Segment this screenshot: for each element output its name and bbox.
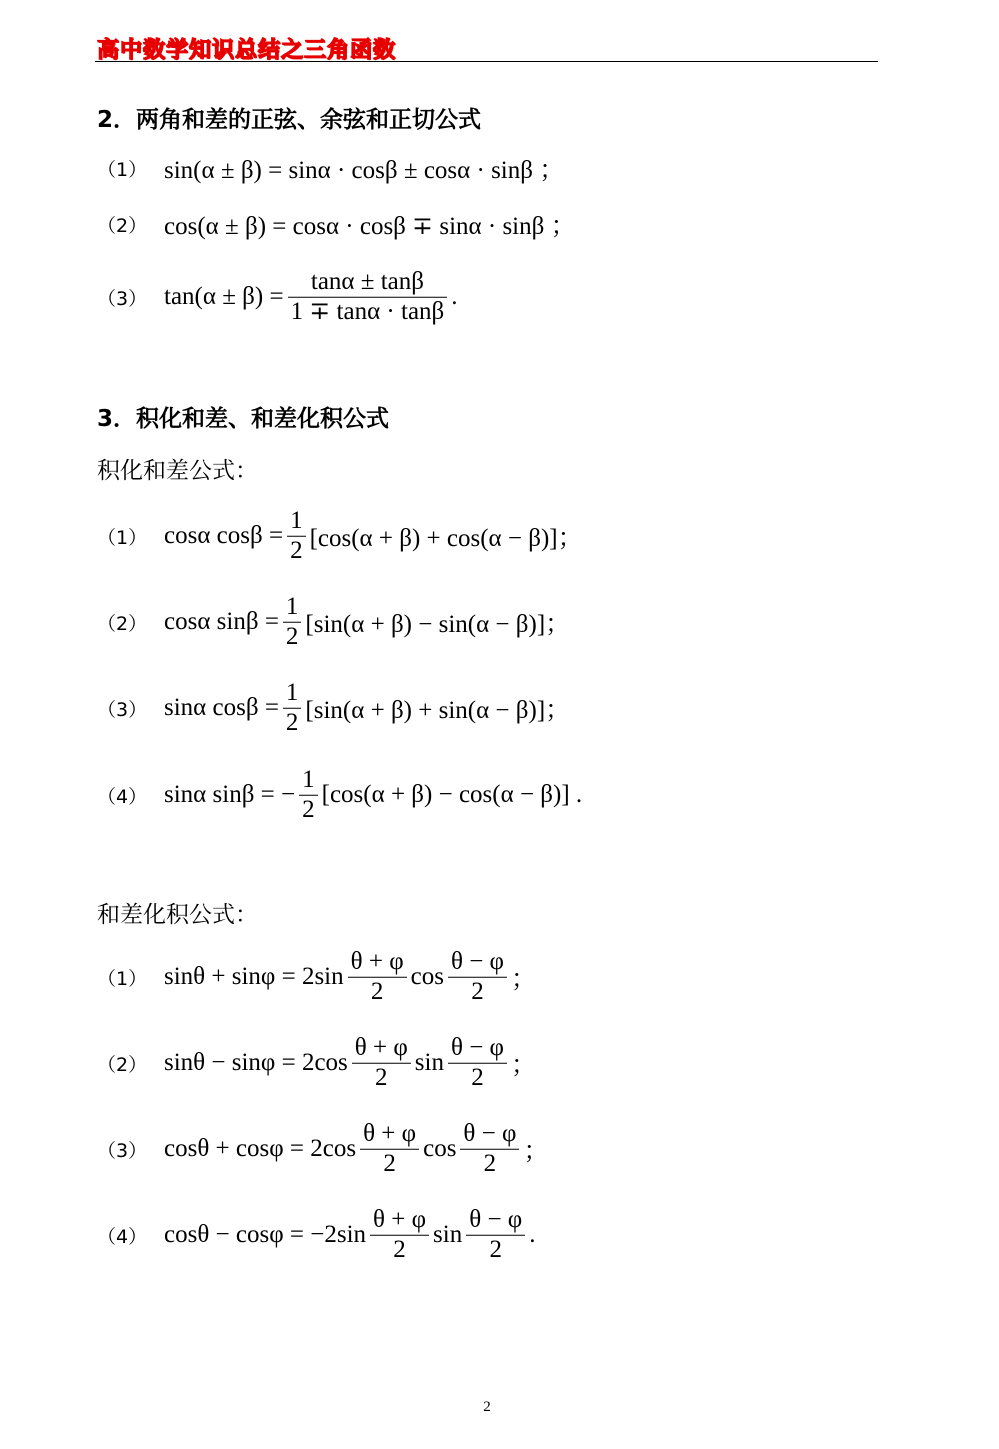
formula-text: cosα cosβ = bbox=[164, 522, 284, 549]
fraction bbox=[287, 507, 306, 566]
fraction-denominator: 2 bbox=[302, 795, 315, 823]
formula-text: ； bbox=[511, 1052, 537, 1079]
header-title: 高中数学知识总结之三角函数 bbox=[97, 38, 397, 63]
fraction-numerator: 1 bbox=[290, 506, 303, 534]
formula-sum-to-product-1 bbox=[97, 948, 537, 1007]
formula-text: ； bbox=[523, 1138, 549, 1165]
formula-product-to-sum-1 bbox=[97, 507, 584, 566]
formula-text: [cos(α + β) − cos(α − β)] . bbox=[321, 781, 583, 808]
product-to-sum-title: 积化和差公式： bbox=[97, 458, 258, 484]
formula-text: tan(α ± β) = bbox=[164, 283, 284, 310]
formula-tan-sum bbox=[97, 268, 459, 327]
fraction-denominator: 2 bbox=[375, 1063, 388, 1091]
formula-text: sin bbox=[414, 1049, 444, 1076]
fraction-denominator: 2 bbox=[393, 1235, 406, 1263]
formula-text: cos bbox=[423, 1135, 457, 1162]
fraction bbox=[283, 679, 302, 738]
formula-text: cosα sinβ = bbox=[164, 608, 279, 635]
header-divider bbox=[95, 61, 878, 62]
fraction-numerator: 1 bbox=[285, 678, 299, 706]
section-3-heading: 3．积化和差、和差化积公式 bbox=[97, 406, 390, 432]
formula-text: . bbox=[451, 283, 458, 310]
fraction-numerator: tanα ± tanβ bbox=[310, 267, 424, 295]
fraction-denominator: 2 bbox=[471, 977, 484, 1005]
formula-number: （4） bbox=[97, 785, 148, 808]
fraction bbox=[370, 1206, 429, 1265]
formula-text: [cos(α + β) + cos(α − β)]； bbox=[309, 525, 583, 552]
fraction-denominator: 2 bbox=[489, 1235, 502, 1263]
fraction bbox=[348, 948, 407, 1007]
fraction-numerator: θ + φ bbox=[363, 1119, 417, 1147]
fraction-denominator: 2 bbox=[290, 536, 303, 564]
fraction bbox=[448, 1034, 507, 1093]
formula-text: cos bbox=[410, 963, 444, 990]
formula-number: （2） bbox=[97, 612, 148, 635]
fraction-numerator: θ − φ bbox=[450, 1033, 504, 1061]
fraction-numerator: θ + φ bbox=[354, 1033, 408, 1061]
fraction-denominator: 1 ∓ tanα · tanβ bbox=[290, 297, 445, 325]
formula-number: （3） bbox=[97, 287, 148, 310]
fraction-denominator: 2 bbox=[483, 1149, 497, 1177]
formula-text: sin bbox=[433, 1221, 463, 1248]
formula-text: [sin(α + β) + sin(α − β)]； bbox=[305, 697, 571, 724]
fraction bbox=[448, 948, 507, 1007]
fraction-numerator: θ − φ bbox=[469, 1205, 523, 1233]
formula-product-to-sum-3 bbox=[97, 679, 571, 738]
formula-text: cosθ − cosφ = −2sin bbox=[164, 1221, 367, 1248]
fraction-numerator: 1 bbox=[302, 765, 315, 793]
formula-text: ； bbox=[511, 966, 537, 993]
fraction bbox=[288, 268, 448, 327]
fraction bbox=[299, 766, 318, 825]
fraction-denominator: 2 bbox=[383, 1149, 396, 1177]
formula-text: . bbox=[529, 1221, 536, 1248]
formula-text: cos(α ± β) = cosα · cosβ ∓ sinα · sinβ ； bbox=[164, 213, 576, 240]
formula-text: sinθ − sinφ = 2cos bbox=[164, 1049, 348, 1076]
formula-number: （3） bbox=[97, 698, 148, 721]
formula-text: sinθ + sinφ = 2sin bbox=[164, 963, 344, 990]
fraction bbox=[460, 1120, 519, 1179]
page-number: 2 bbox=[483, 1399, 491, 1415]
fraction-numerator: 1 bbox=[285, 592, 299, 620]
fraction-numerator: θ + φ bbox=[350, 947, 404, 975]
fraction-denominator: 2 bbox=[370, 977, 384, 1005]
formula-number: （2） bbox=[97, 214, 148, 237]
formula-text: cosθ + cosφ = 2cos bbox=[164, 1135, 357, 1162]
formula-number: （1） bbox=[97, 526, 148, 549]
formula-cos-sum bbox=[97, 206, 577, 242]
formula-sin-sum bbox=[97, 150, 565, 186]
formula-number: （2） bbox=[97, 1053, 148, 1076]
fraction bbox=[352, 1034, 411, 1093]
formula-sum-to-product-3 bbox=[97, 1120, 549, 1179]
formula-text: sinα sinβ = − bbox=[164, 781, 296, 808]
formula-product-to-sum-4 bbox=[97, 766, 583, 825]
formula-sum-to-product-4 bbox=[97, 1206, 537, 1265]
fraction-denominator: 2 bbox=[285, 622, 299, 650]
formula-text: [sin(α + β) − sin(α − β)]； bbox=[305, 611, 571, 638]
fraction-numerator: θ + φ bbox=[373, 1205, 427, 1233]
formula-sum-to-product-2 bbox=[97, 1034, 537, 1093]
fraction bbox=[360, 1120, 419, 1179]
formula-product-to-sum-2 bbox=[97, 593, 571, 652]
fraction-denominator: 2 bbox=[471, 1063, 484, 1091]
formula-number: （4） bbox=[97, 1225, 148, 1248]
fraction-numerator: θ − φ bbox=[450, 947, 504, 975]
formula-number: （3） bbox=[97, 1139, 148, 1162]
sum-to-product-title: 和差化积公式： bbox=[97, 902, 258, 928]
fraction-numerator: θ − φ bbox=[463, 1119, 517, 1147]
formula-text: sin(α ± β) = sinα · cosβ ± cosα · sinβ ； bbox=[164, 157, 565, 184]
formula-number: （1） bbox=[97, 967, 148, 990]
formula-number: （1） bbox=[97, 158, 148, 181]
section-2-heading: 2．两角和差的正弦、余弦和正切公式 bbox=[97, 107, 482, 133]
fraction bbox=[466, 1206, 525, 1265]
formula-text: sinα cosβ = bbox=[164, 694, 279, 721]
fraction bbox=[283, 593, 302, 652]
fraction-denominator: 2 bbox=[285, 708, 299, 736]
